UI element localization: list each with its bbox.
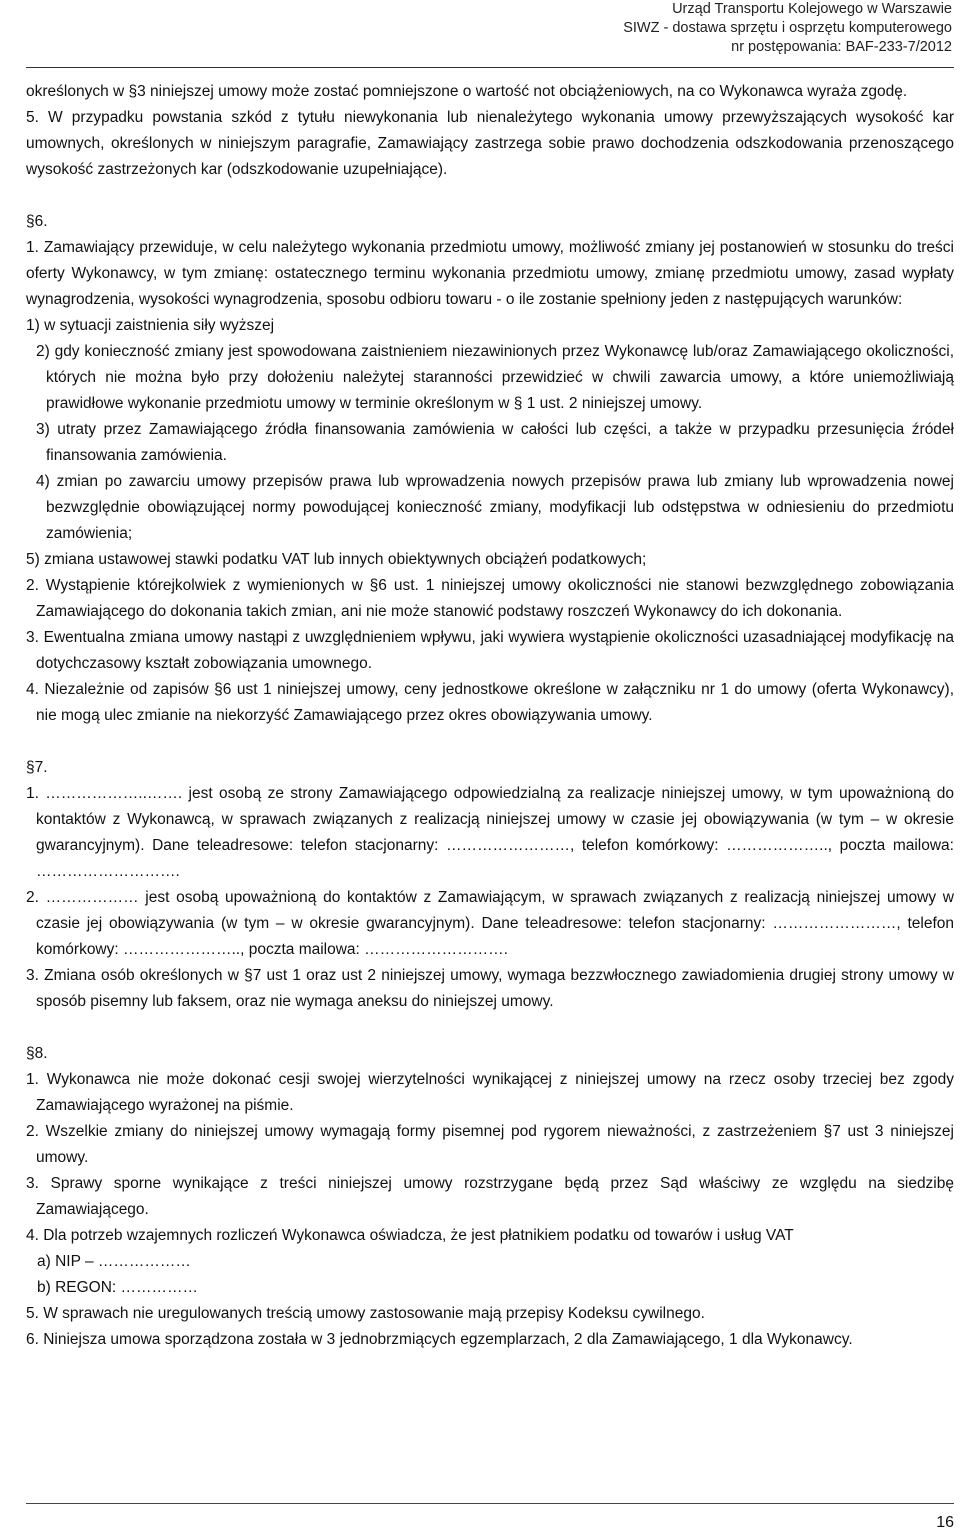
header-case-number: nr postępowania: BAF-233-7/2012	[731, 39, 952, 55]
section-8-point-5: 5. W sprawach nie uregulowanych treścią umowy zastosowanie mają przepisy Kodeksu cywilnego.	[26, 1305, 705, 1322]
paragraph-continuation: określonych w §3 niniejszej umowy może zostać pomniejszone o wartość not obciążeniowych, na co Wykonawca wyraża zgodę.	[26, 83, 908, 100]
section-8-point-6: 6. Niniejsza umowa sporządzona została w 3 jednobrzmiących egzemplarzach, 2 dla Zamawiającego, 1 dla Wykonawcy.	[26, 1331, 853, 1348]
section-6-point-1: 1. Zamawiający przewiduje, w celu należytego wykonania przedmiotu umowy, możliwość zmiany jej postanowień w stosunku do treści oferty Wykonawcy, w tym zmianę: ostatecznego terminu wykonania przedmiotu umowy, zmianę przedmiotu umowy, zasad wypłaty wynagrodzenia, wysokości wynagrodzenia, sposobu odbioru towaru - o ile zostanie spełniony jeden z następujących warunków:	[26, 239, 954, 308]
section-7-title: §7.	[26, 759, 48, 776]
section-7-point-1: 1. ………………..……. jest osobą ze strony Zamawiającego odpowiedzialną za realizacje niniejszej umowy, w tym upoważnioną do kontaktów z Wykonawcą, w sprawach związanych z realizacją niniejszej umowy w czasie jej obowiązywania (w tym – w okresie gwarancyjnym). Dane teleadresowe: telefon stacjonarny: ……………………, telefon komórkowy: ……………….., poczta mailowa: ……………………….	[26, 785, 954, 880]
section-8-point-4-b: b) REGON: ……………	[37, 1279, 199, 1296]
section-6-point-1-1: 1) w sytuacji zaistnienia siły wyższej	[26, 317, 275, 334]
section-6-point-3: 3. Ewentualna zmiana umowy nastąpi z uwzględnieniem wpływu, jaki wywiera wystąpienie okoliczności uzasadniającej modyfikację na dotychczasowy kształt zobowiązania umownego.	[26, 629, 954, 672]
section-6-point-4: 4. Niezależnie od zapisów §6 ust 1 niniejszej umowy, ceny jednostkowe określone w załączniku nr 1 do umowy (oferta Wykonawcy), nie mogą ulec zmianie na niekorzyść Zamawiającego przez okres obowiązywania umowy.	[26, 681, 954, 724]
document-header	[332, 0, 952, 57]
section-8-point-3: 3. Sprawy sporne wynikające z treści niniejszej umowy rozstrzygane będą przez Sąd właściwy ze względu na siedzibę Zamawiającego.	[26, 1175, 954, 1218]
header-subject: SIWZ - dostawa sprzętu i osprzętu komputerowego	[623, 20, 952, 36]
section-7-point-3: 3. Zmiana osób określonych w §7 ust 1 oraz ust 2 niniejszej umowy, wymaga bezzwłocznego zawiadomienia drugiej strony umowy w sposób pisemny lub faksem, oraz nie wymaga aneksu do niniejszej umowy.	[26, 967, 954, 1010]
section-8-point-2: 2. Wszelkie zmiany do niniejszej umowy wymagają formy pisemnej pod rygorem nieważności, z zastrzeżeniem §7 ust 3 niniejszej umowy.	[26, 1123, 954, 1166]
paragraph-5: 5. W przypadku powstania szkód z tytułu niewykonania lub nienależytego wykonania umowy przewyższających wysokość kar umownych, określonych w niniejszym paragrafie, Zamawiający zastrzega sobie prawo dochodzenia odszkodowania przenoszącego wysokość zastrzeżonych kar (odszkodowanie uzupełniające).	[26, 109, 954, 178]
header-divider	[26, 67, 954, 68]
header-institution: Urząd Transportu Kolejowego w Warszawie	[672, 1, 952, 17]
section-8-point-4-a: a) NIP – ………………	[37, 1253, 191, 1270]
section-8-point-4: 4. Dla potrzeb wzajemnych rozliczeń Wykonawca oświadcza, że jest płatnikiem podatku od towarów i usług VAT	[26, 1227, 794, 1244]
footer-divider	[26, 1503, 954, 1504]
section-7-point-2: 2. ……………… jest osobą upoważnioną do kontaktów z Zamawiającym, w sprawach związanych z realizacją niniejszej umowy w czasie jej obowiązywania (w tym – w okresie gwarancyjnym). Dane teleadresowe: telefon stacjonarny: ……………………, telefon komórkowy: ………………….., poczta mailowa: ……………………….	[26, 889, 954, 958]
section-6-point-1-3: 3) utraty przez Zamawiającego źródła finansowania zamówienia w całości lub części, a także w przypadku przesunięcia źródeł finansowania zamówienia.	[36, 421, 954, 464]
section-6-point-1-4: 4) zmian po zawarciu umowy przepisów prawa lub wprowadzenia nowych przepisów prawa lub zmiany lub wprowadzenia nowej bezwzględnie obowiązującej normy powodującej konieczność zmiany, modyfikacji lub odstępstwa w odniesieniu do przedmiotu zamówienia;	[36, 473, 954, 542]
page-number: 16	[936, 1514, 954, 1531]
section-6-point-1-5: 5) zmiana ustawowej stawki podatku VAT lub innych obiektywnych obciążeń podatkowych;	[26, 551, 647, 568]
section-8-title: §8.	[26, 1045, 48, 1062]
section-6-point-1-2: 2) gdy konieczność zmiany jest spowodowana zaistnieniem niezawinionych przez Wykonawcę lub/oraz Zamawiającego okoliczności, których nie można było przy dołożeniu należytej staranności przewidzieć w chwili zawarcia umowy, a które uniemożliwiają prawidłowe wykonanie przedmiotu umowy w terminie określonym w § 1 ust. 2 niniejszej umowy.	[36, 343, 954, 412]
section-6-point-2: 2. Wystąpienie którejkolwiek z wymienionych w §6 ust. 1 niniejszej umowy okoliczności nie stanowi bezwzględnego zobowiązania Zamawiającego do dokonania takich zmian, ani nie może stanowić podstawy roszczeń Wykonawcy do ich dokonania.	[26, 577, 954, 620]
section-8-point-1: 1. Wykonawca nie może dokonać cesji swojej wierzytelności wynikającej z niniejszej umowy na rzecz osoby trzeciej bez zgody Zamawiającego wyrażonej na piśmie.	[26, 1071, 954, 1114]
section-6-title: §6.	[26, 213, 48, 230]
document-body	[26, 79, 954, 1353]
